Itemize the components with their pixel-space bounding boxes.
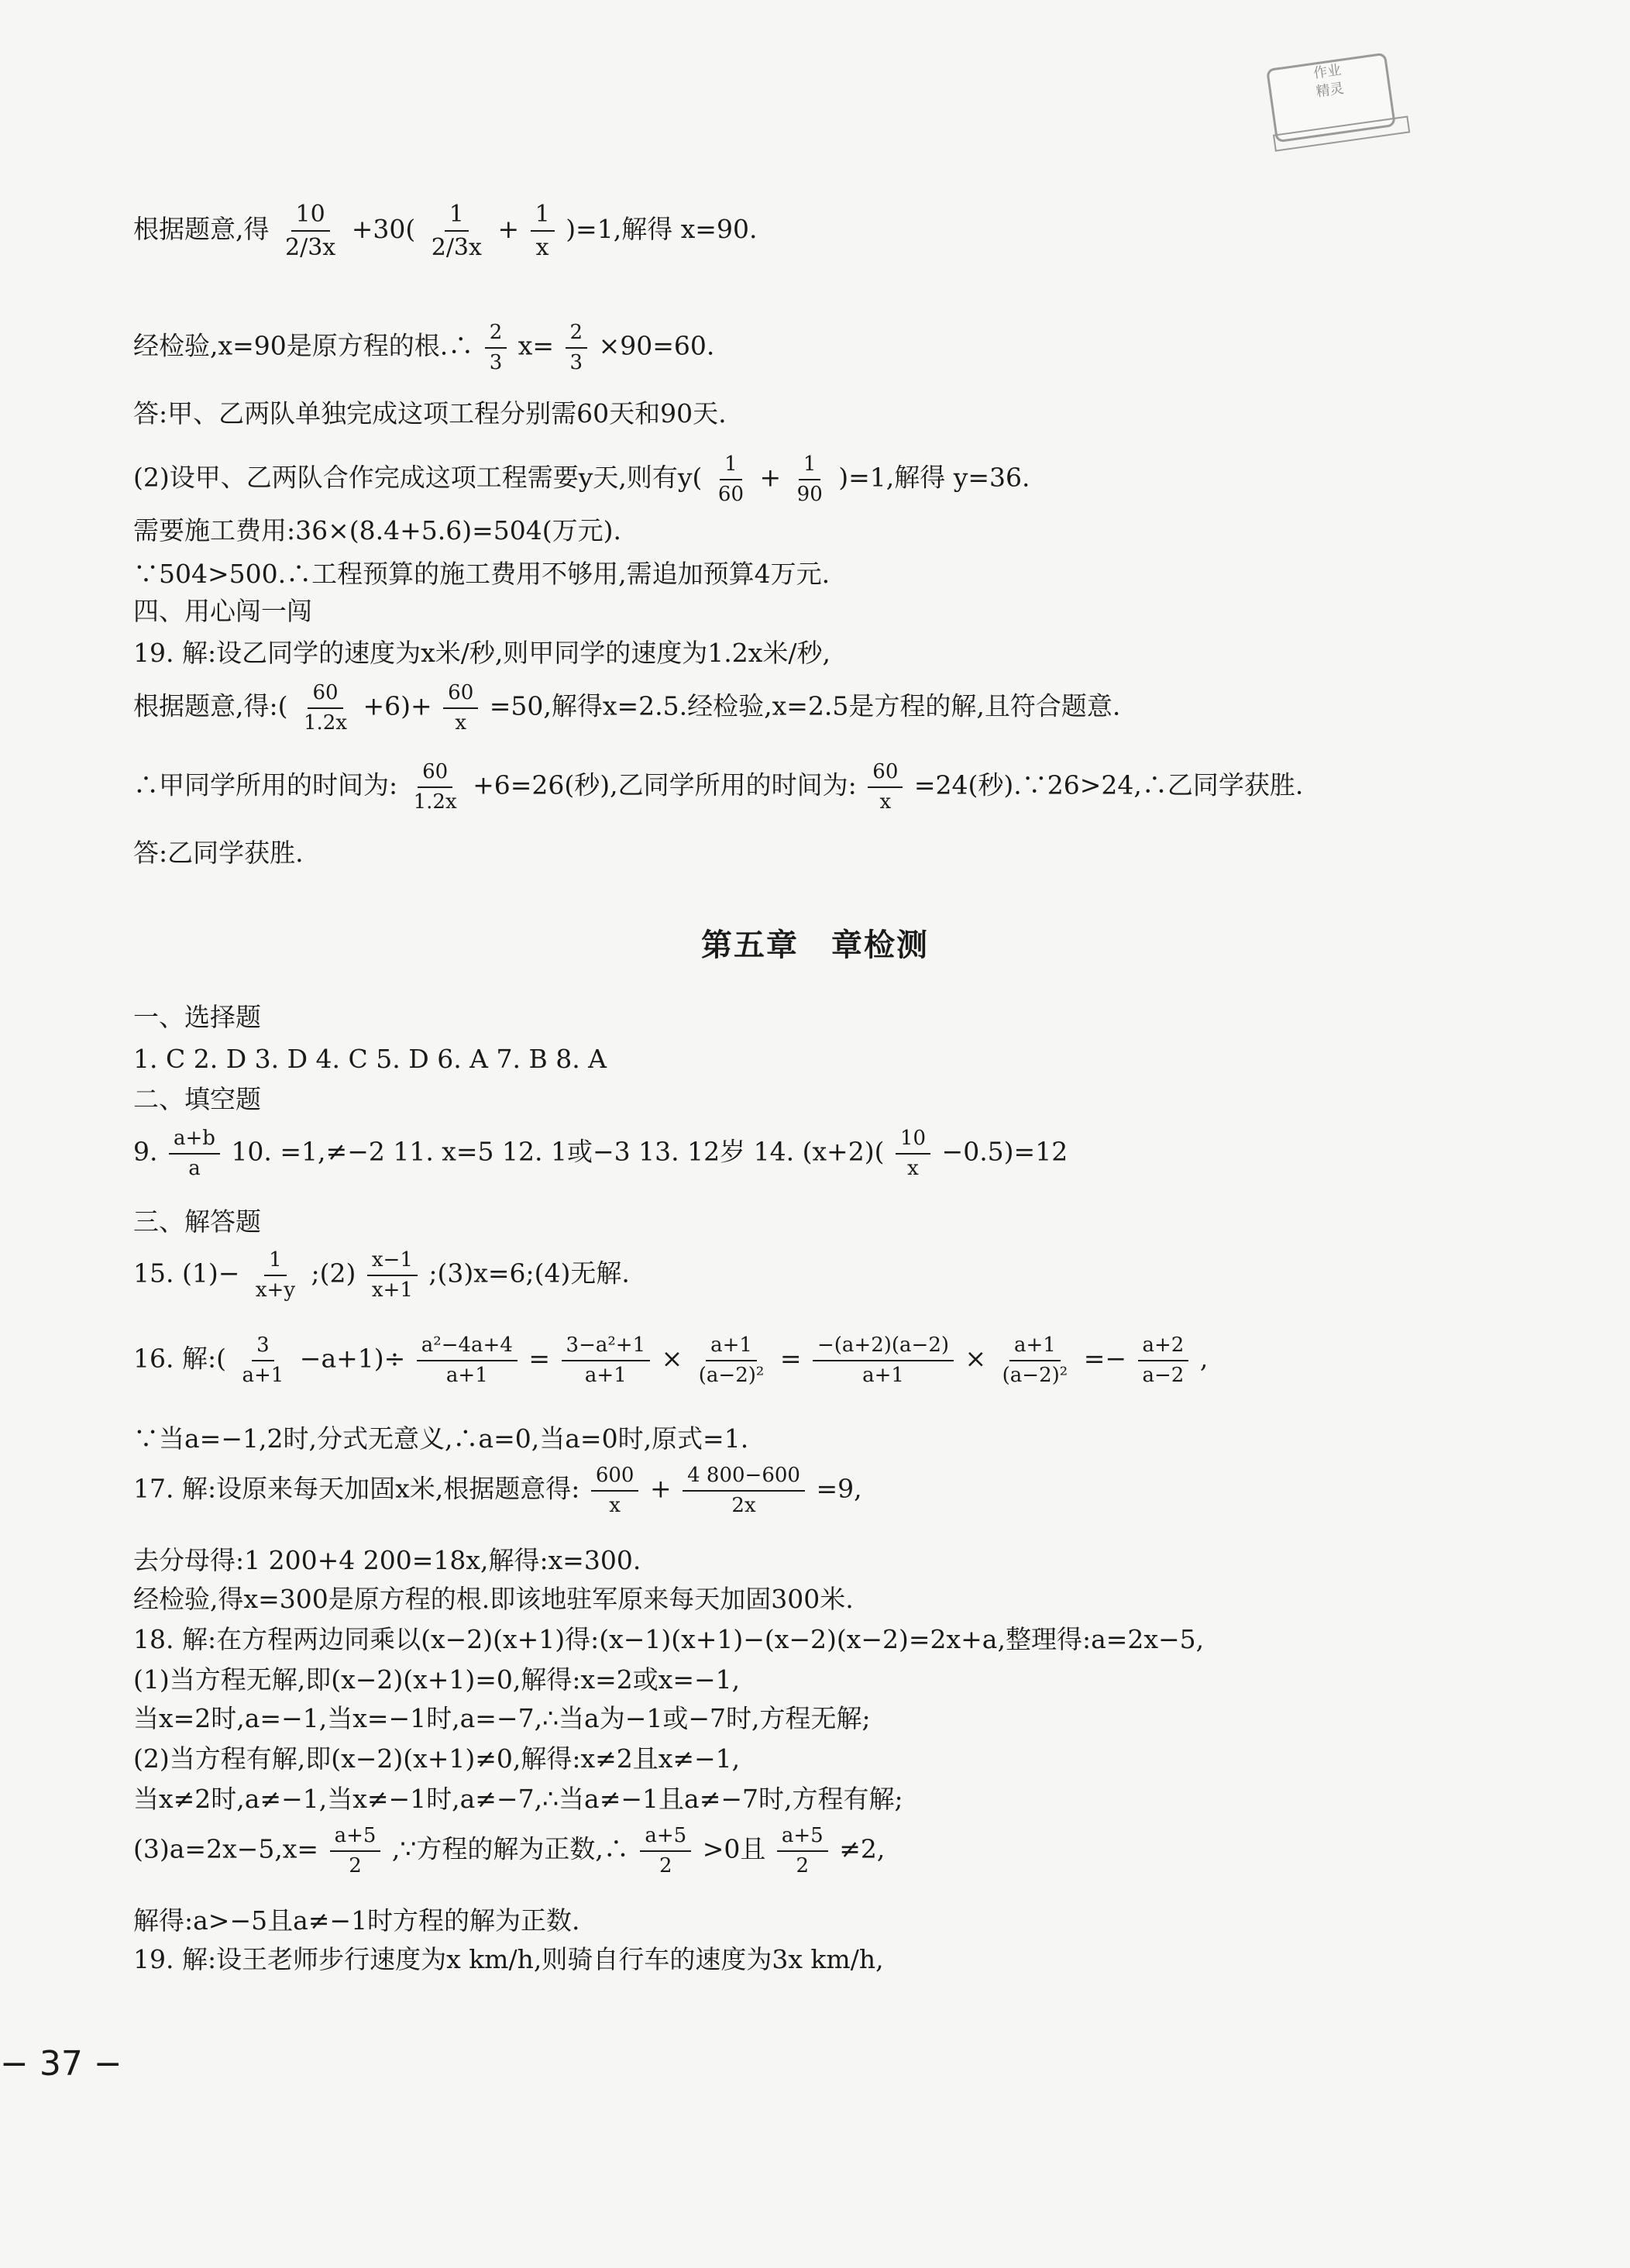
answer-line: 当x≠2时,a≠−1,当x≠−1时,a≠−7,∴当a≠−1且a≠−7时,方程有解; [133, 1784, 903, 1814]
fraction: $\frac{a+5}{2}$ [640, 1825, 691, 1877]
answer-line: 17. 解:设原来每天加固x米,根据题意得: $\frac{600}{x}$ + $\frac{4 800-600}{2x}$ =9, [133, 1464, 862, 1517]
section-heading: 三、解答题 [133, 1206, 261, 1237]
answer-line: 16. 解:( $\frac{3}{a+1}$ −a+1)÷ $\frac{\text{a²−4a+4}}{a+1}$ = $\frac{\text{3−a²+1}}{a+1}$ × $\frac{a+1}{\text{(a−2)²}}$ = $\frac{-(a+2)(a-2)}{a+1}$ × $\frac{a+1}{\text{(a−2)²}}$ =− $\frac{a+2}{a-2}$ , [133, 1334, 1209, 1387]
section-heading: 二、填空题 [133, 1084, 261, 1114]
chapter-title: 第五章 章检测 [701, 928, 929, 963]
answer-line: (3)a=2x−5,x= $\frac{a+5}{2}$ ,∵方程的解为正数,∴ $\frac{a+5}{2}$ >0且 $\frac{a+5}{2}$ ≠2, [133, 1824, 885, 1877]
fraction: $\frac{a+5}{2}$ [330, 1825, 381, 1877]
fraction: $\frac{10}{x}$ [896, 1127, 930, 1179]
fraction: $\frac{60}{1.2x}$ [413, 760, 457, 814]
answer-line: (1)当方程无解,即(x−2)(x+1)=0,解得:x=2或x=−1, [133, 1664, 741, 1695]
section-heading: 一、选择题 [133, 1002, 261, 1032]
fraction: $\frac{1}{90}$ [796, 453, 823, 506]
answer-line: 15. (1)− $\frac{1}{x+y}$ ;(2) $\frac{x-1}{x+1}$ ;(3)x=6;(4)无解. [133, 1248, 630, 1302]
answer-line: 1. C 2. D 3. D 4. C 5. D 6. A 7. B 8. A [133, 1044, 607, 1074]
fraction: $\frac{a+b}{a}$ [169, 1127, 220, 1179]
answer-line: 答:乙同学获胜. [133, 838, 304, 868]
answer-line: 9. $\frac{a+b}{a}$ 10. =1,≠−2 11. x=5 12. 1或−3 13. 12岁 14. (x+2)( $\frac{10}{x}$ −0.5)=12 [133, 1127, 1068, 1180]
answer-line: (2)设甲、乙两队合作完成这项工程需要y天,则有y( $\frac{1}{60}$ + $\frac{1}{90}$ )=1,解得 y=36. [133, 453, 1030, 506]
fraction: $\frac{4 800-600}{2x}$ [683, 1464, 805, 1516]
answer-line: 18. 解:在方程两边同乘以(x−2)(x+1)得:(x−1)(x+1)−(x−2)(x−2)=2x+a,整理得:a=2x−5, [133, 1624, 1205, 1654]
fraction: $\frac{x-1}{x+1}$ [367, 1249, 418, 1301]
answer-line: 答:甲、乙两队单独完成这项工程分别需60天和90天. [133, 398, 727, 428]
fraction: $\frac{2}{3}$ [485, 322, 507, 373]
page-number: − 37 − [0, 2044, 122, 2084]
fraction: $\frac{a+5}{2}$ [777, 1825, 828, 1877]
answer-line: ∵504>500.∴工程预算的施工费用不够用,需追加预算4万元. [133, 559, 830, 589]
fraction: $\frac{60}{1.2x}$ [303, 681, 347, 735]
fraction: $\frac{60}{x}$ [443, 682, 478, 734]
answer-line: 19. 解:设王老师步行速度为x km/h,则骑自行车的速度为3x km/h, [133, 1944, 884, 1974]
fraction: $\frac{60}{x}$ [868, 761, 903, 813]
answer-line: 经检验,x=90是原方程的根.∴ $\frac{2}{3}$ x= $\frac{2}{3}$ ×90=60. [133, 321, 715, 374]
fraction: $\frac{600}{x}$ [591, 1464, 639, 1516]
fraction: $\frac{\text{3−a²+1}}{a+1}$ [562, 1334, 651, 1386]
fraction: $\frac{10}{2/3x}$ [285, 201, 336, 261]
fraction: $\frac{1}{2/3x}$ [431, 201, 482, 261]
answer-line: (2)当方程有解,即(x−2)(x+1)≠0,解得:x≠2且x≠−1, [133, 1743, 741, 1774]
fraction: $\frac{\text{a²−4a+4}}{a+1}$ [417, 1334, 518, 1386]
answer-line: 需要施工费用:36×(8.4+5.6)=504(万元). [133, 515, 621, 545]
answer-line: 经检验,得x=300是原方程的根.即该地驻军原来每天加固300米. [133, 1584, 854, 1614]
answer-line: 根据题意,得:( $\frac{60}{1.2x}$ +6)+ $\frac{60}{x}$ =50,解得x=2.5.经检验,x=2.5是方程的解,且符合题意. [133, 681, 1121, 735]
fraction: $\frac{a+2}{a-2}$ [1138, 1334, 1189, 1386]
homework-stamp-logo: 作业 精灵 [1266, 53, 1396, 143]
fraction: $\frac{1}{60}$ [717, 453, 744, 506]
answer-line: ∴甲同学所用的时间为: $\frac{60}{1.2x}$ +6=26(秒),乙同学所用的时间为: $\frac{60}{x}$ =24(秒).∵26>24,∴乙同学获胜. [133, 760, 1304, 814]
answer-line: 19. 解:设乙同学的速度为x米/秒,则甲同学的速度为1.2x米/秒, [133, 638, 831, 668]
fraction: $\frac{a+1}{\text{(a−2)²}}$ [1002, 1334, 1068, 1387]
fraction: $\frac{1}{x+y}$ [255, 1248, 296, 1302]
fraction: $\frac{a+1}{\text{(a−2)²}}$ [698, 1334, 765, 1387]
answer-line: 当x=2时,a=−1,当x=−1时,a=−7,∴当a为−1或−7时,方程无解; [133, 1703, 871, 1733]
answer-line: 根据题意,得 $\frac{10}{2/3x}$ +30( $\frac{1}{2/3x}$ + $\frac{1}{x}$ )=1,解得 x=90. [133, 201, 758, 261]
section-heading: 四、用心闯一闯 [133, 596, 312, 626]
fraction: $\frac{2}{3}$ [566, 322, 588, 373]
fraction: $\frac{3}{a+1}$ [242, 1334, 284, 1387]
answer-line: 去分母得:1 200+4 200=18x,解得:x=300. [133, 1545, 641, 1575]
answer-line: ∵当a=−1,2时,分式无意义,∴a=0,当a=0时,原式=1. [133, 1423, 749, 1454]
fraction: $\frac{-(a+2)(a-2)}{a+1}$ [813, 1334, 954, 1386]
fraction: $\frac{1}{x}$ [531, 201, 555, 260]
answer-line: 解得:a>−5且a≠−1时方程的解为正数. [133, 1905, 580, 1936]
